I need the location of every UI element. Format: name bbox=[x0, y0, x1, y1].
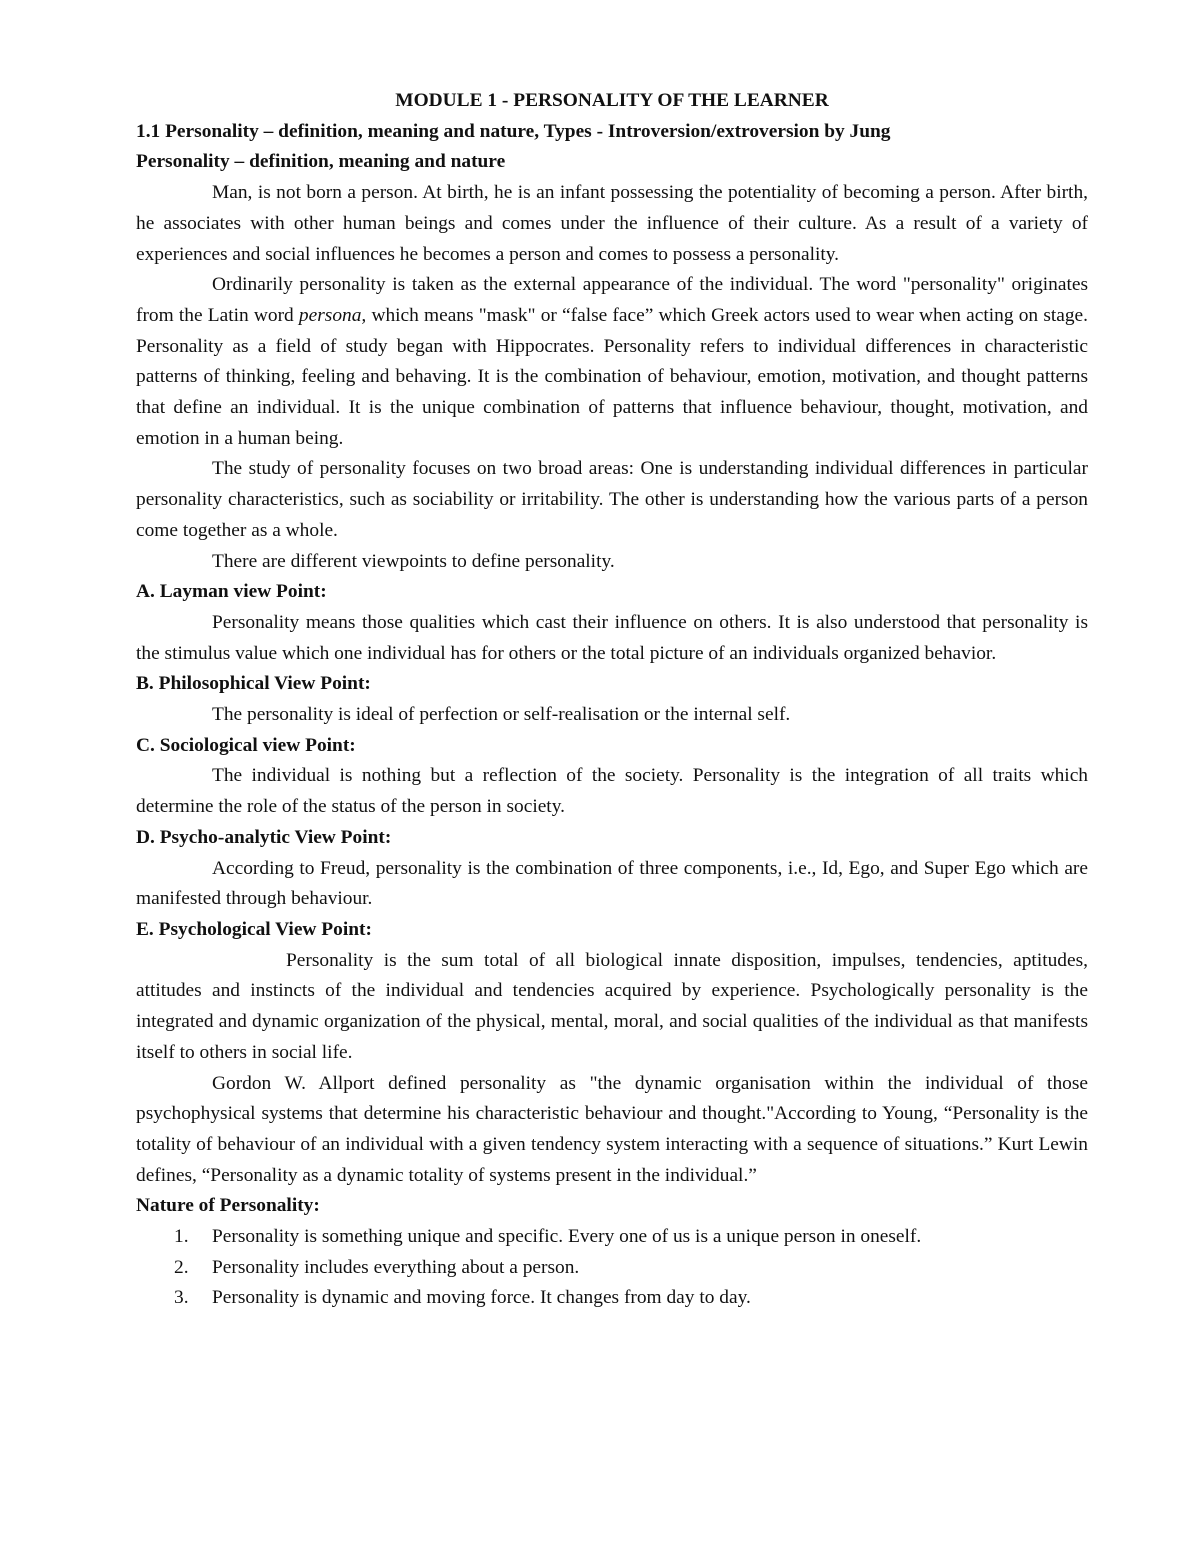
list-item-text: Personality is dynamic and moving force. It changes from day to day. bbox=[212, 1287, 751, 1309]
section-heading: 1.1 Personality – definition, meaning and nature, Types - Introversion/extroversion by Jung bbox=[136, 120, 891, 142]
viewpoint-heading-psychological: E. Psychological View Point: bbox=[136, 918, 372, 940]
viewpoint-text-layman: Personality means those qualities which cast their influence on others. It is also understood that personality is the stimulus value which one individual has for others or the total picture of an individuals organized behavior. bbox=[136, 611, 1088, 664]
study-paragraph: The study of personality focuses on two broad areas: One is understanding individual differences in particular personality characteristics, such as sociability or irritability. The other is understanding how the various parts of a person come together as a whole. bbox=[136, 458, 1088, 541]
list-item-text: Personality includes everything about a person. bbox=[212, 1256, 580, 1278]
subheading: Personality – definition, meaning and nature bbox=[136, 151, 506, 173]
ordinarily-text-before: Ordinarily personality is taken as the external appearance of the individual. The word "personality" originates from the Latin word bbox=[136, 274, 1088, 326]
viewpoint-heading-layman: A. Layman view Point: bbox=[136, 581, 327, 603]
intro-paragraph: Man, is not born a person. At birth, he is an infant possessing the potentiality of becoming a person. After birth, he associates with other human beings and comes under the influence of their culture. As a result of a variety of experiences and social influences he becomes a person and comes to possess a personality. bbox=[136, 182, 1088, 265]
list-item bbox=[136, 1253, 1088, 1284]
viewpoint-text-sociological: The individual is nothing but a reflection of the society. Personality is the integration of all traits which determine the role of the status of the person in society. bbox=[136, 765, 1088, 818]
list-item-number: 1. bbox=[174, 1226, 189, 1248]
ordinarily-paragraph bbox=[136, 270, 1088, 454]
list-item-number: 3. bbox=[174, 1287, 189, 1309]
nature-heading: Nature of Personality: bbox=[136, 1195, 320, 1217]
list-item bbox=[136, 1222, 1088, 1253]
viewpoint-heading-philosophical: B. Philosophical View Point: bbox=[136, 673, 371, 695]
list-item bbox=[136, 1283, 1088, 1314]
viewpoint-heading-psychoanalytic: D. Psycho-analytic View Point: bbox=[136, 826, 392, 848]
viewpoint-text-psychoanalytic: According to Freud, personality is the combination of three components, i.e., Id, Ego, and Super Ego which are manifested through behaviour. bbox=[136, 857, 1088, 910]
ordinarily-text-after: which means "mask" or “false face” which Greek actors used to wear when acting on stage. Personality as a field of study began with Hippocrates. Personality refers to individual differences in characteristic patterns of thinking, feeling and behaving. It is the combination of behaviour, emotion, motivation, and thought patterns that define an individual. It is the unique combination of patterns that influence behaviour, thought, motivation, and emotion in a human being. bbox=[136, 304, 1089, 449]
document-title: MODULE 1 - PERSONALITY OF THE LEARNER bbox=[395, 90, 829, 111]
viewpoint-text-philosophical: The personality is ideal of perfection or self-realisation or the internal self. bbox=[212, 704, 791, 726]
viewpoint-heading-sociological: C. Sociological view Point: bbox=[136, 734, 356, 756]
list-item-text: Personality is something unique and specific. Every one of us is a unique person in oneself. bbox=[212, 1226, 922, 1248]
nature-list bbox=[136, 1222, 1088, 1314]
allport-paragraph: Gordon W. Allport defined personality as "the dynamic organisation within the individual of those psychophysical systems that determine his characteristic behaviour and thought."According to Young, “Personality is the totality of behaviour of an individual with a given tendency system interacting with a sequence of situations.” Kurt Lewin defines, “Personality as a dynamic totality of systems present in the individual.” bbox=[136, 1072, 1088, 1186]
list-item-number: 2. bbox=[174, 1256, 189, 1278]
viewpoints-paragraph: There are different viewpoints to define personality. bbox=[212, 550, 615, 572]
persona-term: persona, bbox=[298, 304, 367, 326]
viewpoint-text-psychological: Personality is the sum total of all biological innate disposition, impulses, tendencies, aptitudes, attitudes and instincts of the individual and tendencies acquired by experience. Psychologically personality is the integrated and dynamic organization of the physical, mental, moral, and social qualities of the individual as that manifests itself to others in social life. bbox=[136, 949, 1088, 1063]
